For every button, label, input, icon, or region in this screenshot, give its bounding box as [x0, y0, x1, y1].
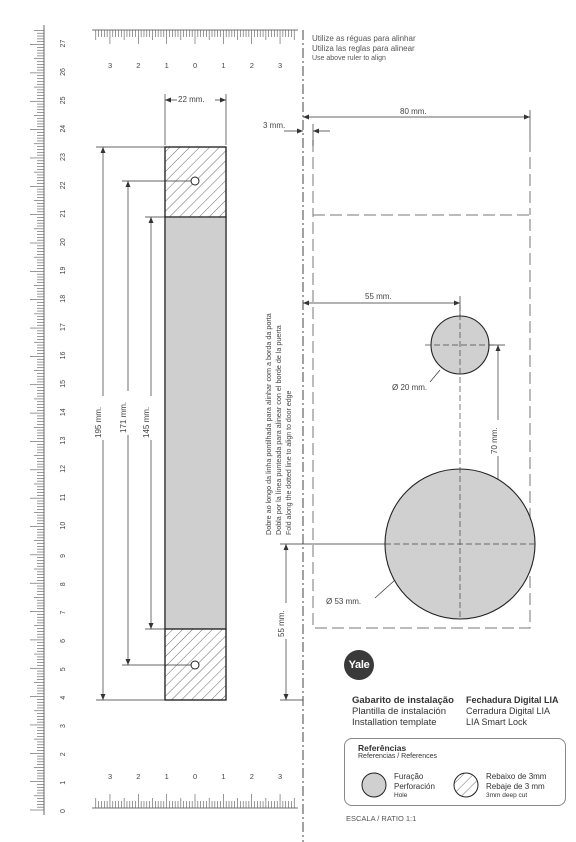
- ruler-label: 2: [136, 772, 141, 781]
- dim-cutout-height: 145 mm.: [142, 406, 151, 438]
- left-ruler-label: 17: [60, 323, 67, 332]
- fold-text-es: Dobla por la línea punteada para alinear con el borde de la puerta: [274, 325, 283, 535]
- fold-instructions: [264, 313, 293, 535]
- hole-legend-es: Perforación: [394, 781, 435, 791]
- screw-hole-bottom: [191, 661, 199, 669]
- ruler-label: 2: [249, 61, 254, 70]
- left-ruler-label: 10: [60, 521, 67, 530]
- ruler-label: 0: [193, 772, 198, 781]
- left-ruler-label: 23: [60, 153, 67, 161]
- left-ruler-label: 3: [60, 724, 67, 728]
- left-ruler-label: 25: [60, 96, 67, 105]
- cut-legend-pt: Rebaixo de 3mm: [486, 772, 547, 781]
- product-es: Cerradura Digital LIA: [466, 706, 551, 716]
- left-ruler-label: 0: [60, 809, 67, 813]
- ruler-hint: [312, 34, 416, 64]
- left-ruler-label: 22: [60, 181, 67, 190]
- left-ruler-label: 6: [60, 638, 67, 643]
- left-ruler-label: 11: [60, 493, 67, 502]
- ruler-label: 0: [193, 61, 198, 70]
- ruler-label: 3: [278, 772, 283, 781]
- ruler-label: 1: [164, 61, 169, 70]
- product-en: LIA Smart Lock: [466, 717, 528, 727]
- left-ruler-label: 24: [60, 124, 67, 133]
- ruler-hint-en: Use above ruler to align: [312, 55, 386, 62]
- dim-backset: 55 mm.: [365, 292, 392, 301]
- left-ruler-label: 7: [60, 610, 67, 615]
- references-subtitle: Referencias / References: [358, 753, 437, 760]
- references-title: Referências: [358, 743, 407, 753]
- left-ruler-label: 4: [60, 695, 67, 700]
- ruler-label: 3: [278, 61, 283, 70]
- left-ruler-label: 20: [60, 238, 67, 246]
- title-en: Installation template: [352, 717, 437, 728]
- cut-legend: [486, 772, 546, 801]
- bottom-ruler: [92, 772, 298, 808]
- scale-label: ESCALA / RATIO 1:1: [346, 814, 417, 823]
- cut-legend-es: Rebaje de 3 mm: [486, 781, 545, 791]
- dim-small-hole: Ø 20 mm.: [392, 383, 428, 392]
- left-ruler-label: 9: [60, 553, 67, 558]
- left-ruler-label: 19: [60, 266, 67, 275]
- references-header: [358, 743, 437, 760]
- ruler-hint-es: Utiliza las reglas para alinear: [312, 44, 415, 53]
- product-pt: Fechadura Digital LIA: [466, 695, 559, 705]
- title-es: Plantilla de instalación: [352, 706, 447, 717]
- screw-hole-top: [191, 177, 199, 185]
- hole-legend: [394, 772, 435, 801]
- hole-legend-pt: Furação: [394, 772, 424, 781]
- ruler-label: 1: [221, 61, 226, 70]
- dim-plate-width: 22 mm.: [178, 95, 205, 104]
- hole-legend-en: Hole: [394, 792, 408, 799]
- product-titles: [466, 695, 559, 728]
- left-ruler-label: 8: [60, 582, 67, 587]
- cut-legend-en: 3mm deep cut: [486, 792, 528, 799]
- dim-bottom-55: 55 mm.: [277, 610, 286, 637]
- yale-logo: Yale: [344, 650, 374, 680]
- ruler-label: 1: [221, 772, 226, 781]
- plate-cutout: [165, 217, 226, 629]
- left-ruler-label: 16: [60, 351, 67, 360]
- left-ruler-label: 15: [60, 379, 67, 388]
- left-ruler-label: 14: [60, 408, 67, 417]
- title-pt: Gabarito de instalação: [352, 695, 454, 706]
- dim-hole-spacing: 70 mm.: [490, 427, 499, 454]
- ruler-label: 3: [107, 61, 113, 70]
- dim-total-height: 195 mm.: [94, 406, 103, 438]
- ruler-label: 3: [107, 772, 113, 781]
- left-ruler-label: 13: [60, 436, 67, 445]
- left-ruler-label: 18: [60, 294, 67, 303]
- strike-plate: [165, 147, 226, 700]
- dim-big-hole: Ø 53 mm.: [326, 597, 362, 606]
- left-ruler-label: 5: [60, 667, 67, 672]
- left-ruler-label: 27: [60, 39, 67, 48]
- dim-width-80: 80 mm.: [400, 107, 427, 116]
- left-ruler-label: 2: [60, 752, 67, 757]
- template-titles: [352, 695, 454, 728]
- fold-text-en: Fold along the dotted line to align to door edge: [286, 390, 293, 535]
- dim-holes-distance: 171 mm.: [119, 401, 128, 433]
- ruler-hint-pt: Utilize as réguas para alinhar: [312, 34, 416, 43]
- top-ruler: [92, 30, 298, 70]
- ruler-label: 2: [249, 772, 254, 781]
- ruler-label: 2: [136, 61, 141, 70]
- left-ruler: [30, 25, 67, 815]
- ruler-label: 1: [164, 772, 169, 781]
- left-ruler-label: 26: [60, 68, 67, 76]
- left-ruler-label: 12: [60, 465, 67, 473]
- left-ruler-label: 21: [60, 209, 67, 218]
- left-ruler-label: 1: [60, 780, 67, 785]
- dim-offset: 3 mm.: [263, 121, 286, 130]
- fold-text-pt: Dobre ao longo da linha pontilhada para alinhar com a borda da porta: [264, 313, 273, 535]
